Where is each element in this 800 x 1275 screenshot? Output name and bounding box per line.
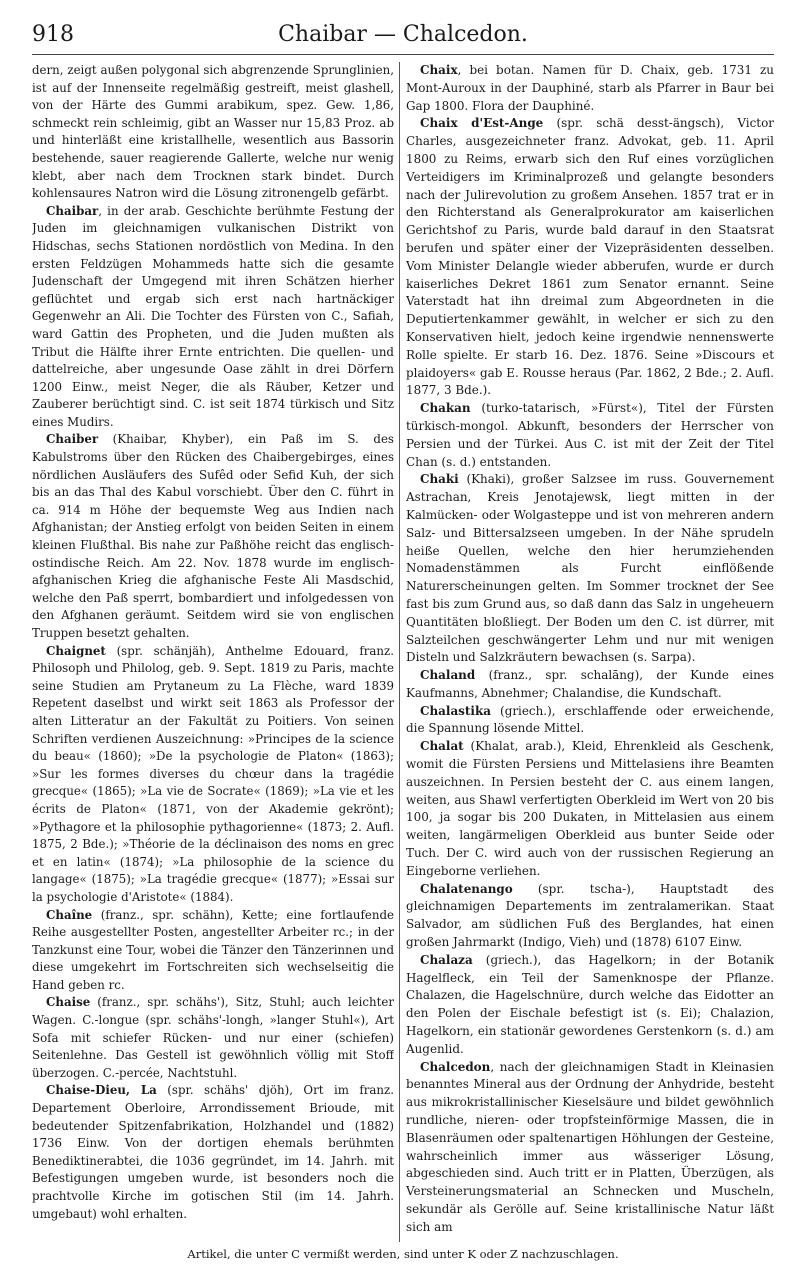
- dictionary-entry: [406, 1059, 774, 1237]
- entry-text: (spr. schä desst-ängsch), Victor Charles, ausgezeichneter franz. Advokat, geb. 11. April 1800 zu Reims, erwarb sich den Ruf eines vorzüglichen Verteidigers im Kriminalprozeß und gelangte besonders nach der Julirevolution zu großem Ansehen. 1857 trat er in den Richterstand als Generalprokurator am kaiserlichen Gerichtshof zu Paris, wurde bald darauf in den Staatsrat berufen und später einer der Vizepräsidenten desselben. Vom Minister Delangle wieder abberufen, wurde er durch kaiserliches Dekret 1861 zum Senator ernannt. Seine Vaterstadt hat ihn dreimal zum Abgeordneten in die Deputiertenkammer gewählt, in welcher er sich zu den Konservativen hielt, jedoch keine irgendwie nennenswerte Rolle spielte. Er starb 16. Dez. 1876. Seine »Discours et plaidoyers« gab E. Rousse heraus (Par. 1862, 2 Bde.; 2. Aufl. 1877, 3 Bde.).: [406, 116, 774, 398]
- dictionary-entry: [406, 62, 774, 115]
- dictionary-entry: [406, 952, 774, 1059]
- entry-text: (spr. tscha-), Hauptstadt des gleichnamigen Departements im zentralamerikan. Staat Salvador, am südlichen Fuß des Berglandes, hat einen großen Jahrmarkt (Indigo, Vieh) und (1878) 6107 Einw.: [406, 881, 774, 950]
- header-rule: [32, 54, 774, 55]
- entry-headword: Chakan: [420, 401, 471, 416]
- entry-headword: Chalatenango: [420, 881, 513, 896]
- entry-headword: Chaise-Dieu, La: [46, 1083, 157, 1098]
- entry-headword: Chaise: [46, 995, 91, 1010]
- dictionary-entry: [32, 62, 394, 203]
- entry-text: (Khaibar, Khyber), ein Paß im S. des Kabulstroms über den Rücken des Chaibergebirges, eines nördlichen Ausläufers des Sufêd oder Sefid Kuh, der sich bis an das Thal des Kabul vorschiebt. Über den C. führt in ca. 914 m Höhe der bequemste Weg aus Indien nach Afghanistan; der Anstieg erfolgt von beiden Seiten in einem kleinen Flußthal. Bis nahe zur Paßhöhe reicht das englisch-ostindische Reich. Am 22. Nov. 1878 wurde im englisch-afghanischen Krieg die afghanische Feste Ali Masdschid, welche den Paß sperrt, bombardiert und infolgedessen von den Afghanen geräumt. Seitdem wird sie von englischen Truppen besetzt gehalten.: [32, 432, 394, 640]
- dictionary-entry: [406, 115, 774, 400]
- entry-text: (spr. schähs' djöh), Ort im franz. Departement Oberloire, Arrondissement Brioude, mit bedeutender Spitzenfabrikation, Holzhandel und (1882) 1736 Einw. Von der dortigen ehemals berühmten Benediktinerabtei, die 1036 gegründet, im 14. Jahrh. mit Befestigungen umgeben wurde, ist besonders noch die prachtvolle Kirche im gotischen Stil (im 14. Jahrh. umgebaut) wohl erhalten.: [32, 1083, 394, 1221]
- entry-text: , nach der gleichnamigen Stadt in Kleinasien benanntes Mineral aus der Ordnung der Anhydride, besteht aus mikrokristallinischer Kieselsäure und bildet gewöhnlich rundliche, nieren- oder tropfsteinförmige Massen, die in Blasenräumen oder spaltenartigen Höhlungen der Gesteine, wahrscheinlich immer aus wässeriger Lösung, abgeschieden sind. Auch tritt er in Platten, Überzügen, als Versteinerungsmaterial an Schnecken und Muscheln, sekundär als Gerölle auf. Seine kristallinische Natur läßt sich am: [406, 1059, 774, 1234]
- running-title: Chaibar — Chalcedon.: [278, 22, 528, 47]
- entry-text: (spr. schänjäh), Anthelme Edouard, franz. Philosoph und Philolog, geb. 9. Sept. 1819 zu Paris, machte seine Studien am Prytaneum zu La Flèche, ward 1839 Repetent daselbst und wirkt seit 1863 als Professor der alten Litteratur an der Fakultät zu Poitiers. Von seinen Schriften verdienen Auszeichnung: »Principes de la science du beau« (1860); »De la psychologie de Platon« (1863); »Sur les formes diverses du chœur dans la tragédie grecque« (1865); »La vie de Socrate« (1869); »La vie et les écrits de Platon« (1871, von der Akademie gekrönt); »Pythagore et la philosophie pythagorienne« (1873; 2. Aufl. 1875, 2 Bde.); »Théorie de la déclinaison des noms en grec et en latin« (1874); »La philosophie de la science du langage« (1875); »La tragédie grecque« (1877); »Essai sur la psychologie d'Aristote« (1884).: [32, 643, 394, 904]
- entry-headword: Chaibar: [46, 203, 99, 218]
- dictionary-entry: [32, 643, 394, 907]
- entry-headword: Chaignet: [46, 643, 106, 658]
- entry-headword: Chalat: [420, 739, 464, 754]
- dictionary-entry: [406, 881, 774, 952]
- dictionary-entry: [406, 703, 774, 739]
- entry-headword: Chaiber: [46, 432, 99, 447]
- page-number: 918: [32, 22, 74, 47]
- left-column: [32, 62, 394, 1242]
- right-column: [406, 62, 774, 1242]
- page-header: [32, 22, 774, 52]
- entry-text: (Khaki), großer Salzsee im russ. Gouvernement Astrachan, Kreis Jenotajewsk, liegt mitten in der Kalmücken- oder Wolgasteppe und ist von mehreren andern Salz- und Bittersalzseen umgeben. In der Nähe sprudeln heiße Quellen, welche den hier herumziehenden Nomadenstämmen als Furcht einflößende Naturerscheinungen gelten. Im Sommer trocknet der See fast bis zum Grund aus, so daß dann das Salz in ungeheuern Quantitäten bloßliegt. Der Boden um den C. ist dürrer, mit Salzteilchen geschwängerter Lehm und nur mit wenigen Disteln und Salzkräutern bewachsen (s. Sarpa).: [406, 472, 774, 665]
- entry-text: dern, zeigt außen polygonal sich abgrenzende Sprunglinien, ist auf der Innenseite regelmäßig gestreift, meist glashell, von der Härte des Gummi arabikum, spez. Gew. 1,86, schmeckt rein schleimig, gibt an Wasser nur 15,83 Proz. ab und hinterläßt eine kristallhelle, wesentlich aus Bassorin bestehende, sauer reagierende Gallerte, welche nur wenig klebt, aber nach dem Trocknen stark bindet. Durch kohlensaures Natron wird die Lösung zitronengelb gefärbt.: [32, 63, 394, 201]
- dictionary-entry: [406, 400, 774, 471]
- page-footer-note: Artikel, die unter C vermißt werden, sind unter K oder Z nachzuschlagen.: [187, 1247, 619, 1261]
- entry-text: (griech.), erschlaffende oder erweichende, die Spannung lösende Mittel.: [406, 703, 774, 736]
- entry-text: (Khalat, arab.), Kleid, Ehrenkleid als Geschenk, womit die Fürsten Persiens und Mittelasiens ihre Beamten auszeichnen. In Persien besteht der C. aus einem langen, weiten, aus Shawl verfertigten Oberkleid im Wert von 20 bis 100, ja sogar bis 200 Dukaten, in Mittelasien aus einem weiten, langärmeligen Oberkleid aus bunter Seide oder Tuch. Der C. wird auch von der russischen Regierung an Eingeborne verliehen.: [406, 739, 774, 878]
- entry-headword: Chaîne: [46, 907, 93, 922]
- entry-text: , in der arab. Geschichte berühmte Festung der Juden im gleichnamigen vulkanischen Distrikt von Hidschas, sechs Stationen nordöstlich von Medina. In den ersten Feldzügen Mohammeds hatte sich die gesamte Judenschaft der Umgegend mit ihren Schätzen hierher geflüchtet und ergab sich erst nach hartnäckiger Gegenwehr an Ali. Die Tochter des Fürsten von C., Safiah, ward Gattin des Propheten, und die Juden mußten als Tribut die Hälfte ihrer Ernte entrichten. Die quellen- und dattelreiche, aber ungesunde Oase zählt in drei Dörfern 1200 Einw., meist Neger, die als Räuber, Ketzer und Zauberer berüchtigt sind. C. ist seit 1874 türkisch und Sitz eines Mudirs.: [32, 203, 394, 429]
- entry-headword: Chaland: [420, 668, 476, 683]
- dictionary-entry: [406, 738, 774, 880]
- dictionary-entry: [406, 471, 774, 667]
- entry-headword: Chaix: [420, 63, 458, 77]
- entry-text: (franz., spr. schähs'), Sitz, Stuhl; auch leichter Wagen. C.-longue (spr. schähs'-longh, »langer Stuhl«), Art Sofa mit schiefer Rücken- und nur einer (schiefen) Seitenlehne. Das Gestell ist gewöhnlich völlig mit Stoff überzogen. C.-percée, Nachtstuhl.: [32, 995, 394, 1080]
- entry-text: (griech.), das Hagelkorn; in der Botanik Hagelfleck, ein Teil der Samenknospe der Pflanze. Chalazen, die Hagelschnüre, durch welche das Eidotter an den Polen der Eischale befestigt ist (s. Ei); Chalazion, Hagelkorn, ein stationär gewordenes Gerstenkorn (s. d.) am Augenlid.: [406, 952, 774, 1056]
- entry-headword: Chalaza: [420, 952, 473, 967]
- dictionary-entry: [32, 1082, 394, 1223]
- entry-text: (turko-tatarisch, »Fürst«), Titel der Fürsten türkisch-mongol. Abkunft, besonders der Herrscher von Persien und der Türkei. Aus C. ist mit der Zeit der Titel Chan (s. d.) entstanden.: [406, 401, 774, 469]
- dictionary-entry: [32, 431, 394, 642]
- dictionary-entry: [32, 907, 394, 995]
- entry-text: (franz., spr. schähn), Kette; eine fortlaufende Reihe ausgestellter Posten, angestellter Arbeiter rc.; in der Tanzkunst eine Tour, wobei die Tänzer den Tänzerinnen und diese umgekehrt im Fortschreiten sich wechselseitig die Hand geben rc.: [32, 907, 394, 992]
- entry-text: , bei botan. Namen für D. Chaix, geb. 1731 zu Mont-Auroux in der Dauphiné, starb als Pfarrer in Baur bei Gap 1800. Flora der Dauphiné.: [406, 63, 774, 113]
- entry-headword: Chalcedon: [420, 1059, 491, 1074]
- dictionary-entry: [406, 667, 774, 703]
- column-divider: [399, 62, 400, 1242]
- dictionary-entry: [32, 203, 394, 432]
- entry-headword: Chaki: [420, 472, 459, 487]
- entry-headword: Chaix d'Est-Ange: [420, 116, 544, 131]
- entry-headword: Chalastika: [420, 703, 491, 718]
- dictionary-entry: [32, 994, 394, 1082]
- entry-text: (franz., spr. schalāng), der Kunde eines Kaufmanns, Abnehmer; Chalandise, die Kundschaft.: [406, 668, 774, 700]
